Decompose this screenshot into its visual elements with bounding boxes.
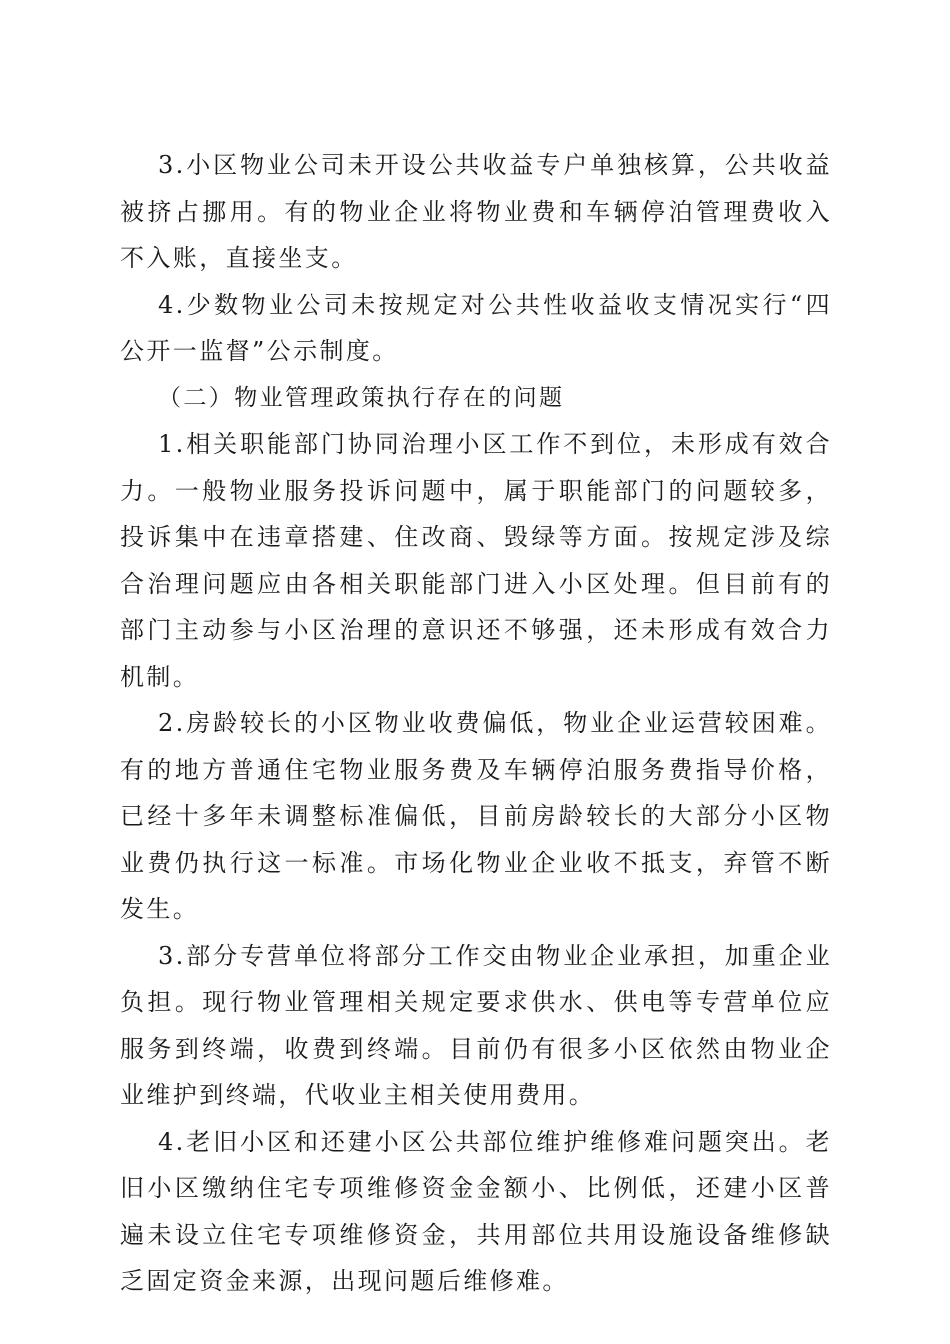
document-body: [120, 142, 832, 1305]
section-paragraph-1: 1.相关职能部门协同治理小区工作不到位，未形成有效合力。一般物业服务投诉问题中，属于职能部门的问题较多，投诉集中在违章搭建、住改商、毁绿等方面。按规定涉及综合治理问题应由各相关职能部门进入小区处理。但目前有的部门主动参与小区治理的意识还不够强，还未形成有效合力机制。: [120, 430, 832, 691]
section-paragraph-4: 4.老旧小区和还建小区公共部位维护维修难问题突出。老旧小区缴纳住宅专项维修资金金额小、比例低，还建小区普遍未设立住宅专项维修资金，共用部位共用设施设备维修缺乏固定资金来源，出现问题后维修难。: [120, 1127, 832, 1295]
section-heading: （二）物业管理政策执行存在的问题: [158, 384, 565, 411]
section-paragraph-3: 3.部分专营单位将部分工作交由物业企业承担，加重企业负担。现行物业管理相关规定要求供水、供电等专营单位应服务到终端，收费到终端。目前仍有很多小区依然由物业企业维护到终端，代收业主相关使用费用。: [120, 941, 832, 1109]
paragraph-item-4: 4.少数物业公司未按规定对公共性收益收支情况实行“四公开一监督”公示制度。: [120, 290, 832, 365]
paragraph-item-3: 3.小区物业公司未开设公共收益专户单独核算，公共收益被挤占挪用。有的物业企业将物业费和车辆停泊管理费收入不入账，直接坐支。: [120, 151, 832, 272]
section-paragraph-2: 2.房龄较长的小区物业收费偏低，物业企业运营较困难。有的地方普通住宅物业服务费及车辆停泊服务费指导价格，已经十多年未调整标准偏低，目前房龄较长的大部分小区物业费仍执行这一标准。市场化物业企业收不抵支，弃管不断发生。: [120, 709, 832, 923]
